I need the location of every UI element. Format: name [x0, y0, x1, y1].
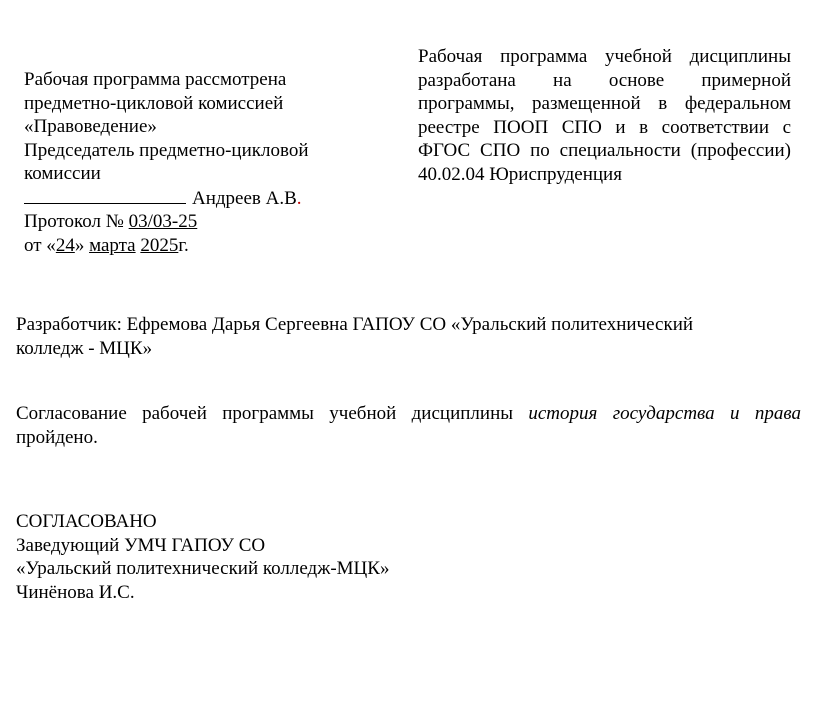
protocol-date-row: [24, 234, 354, 258]
date-suffix: г.: [178, 234, 189, 256]
basis-line-2: разработана на основе примерной: [418, 69, 791, 91]
date-day: 24: [55, 234, 75, 256]
date-close: »: [74, 234, 90, 256]
agreement-line-1: [16, 402, 801, 426]
developer-line-1: Разработчик: Ефремова Дарья Сергеевна ГАПОУ СО «Уральский политехнический: [16, 314, 694, 335]
basis-line-4: реестре ПООП СПО и в соответствии с: [418, 116, 791, 138]
basis-line-5: ФГОС СПО по специальности (профессии): [418, 140, 791, 161]
approved-title: СОГЛАСОВАНО: [16, 511, 157, 532]
review-block: [24, 68, 354, 257]
discipline-name: история государства и права: [528, 403, 801, 424]
review-line-3: «Правоведение»: [24, 116, 157, 137]
basis-line-3: программы, размещенной в федеральном: [418, 93, 791, 114]
approved-position: Заведующий УМЧ ГАПОУ СО: [16, 534, 266, 556]
signature-row: [24, 186, 354, 211]
approved-person: Чинёнова И.С.: [16, 581, 135, 603]
review-line-4: Председатель предметно-цикловой: [24, 139, 309, 161]
protocol-row: [24, 210, 354, 234]
date-from: от «: [24, 234, 56, 256]
program-basis-block: [418, 45, 791, 186]
review-line-1: Рабочая программа рассмотрена: [24, 69, 287, 90]
approved-organization: «Уральский политехнический колледж-МЦК»: [16, 558, 390, 579]
review-line-2: предметно-цикловой комиссией: [24, 92, 284, 114]
chair-name-dot: .: [296, 187, 302, 209]
chair-name: Андреев А.В: [192, 187, 297, 209]
basis-line-6: 40.02.04 Юриспруденция: [418, 163, 622, 185]
protocol-number: 03/03-25: [128, 211, 198, 232]
agreement-line-2: пройдено.: [16, 426, 98, 448]
date-year: 2025: [140, 234, 179, 256]
protocol-label: Протокол №: [24, 211, 129, 232]
basis-line-1: Рабочая программа учебной дисциплины: [418, 46, 791, 67]
developer-block: [16, 313, 796, 360]
review-line-5: комиссии: [24, 163, 101, 184]
developer-line-2: колледж - МЦК»: [16, 337, 153, 359]
signature-line: [24, 186, 186, 204]
agreement-block: [16, 402, 801, 449]
agreement-prefix: Согласование рабочей программы учебной дисциплины: [16, 403, 529, 424]
approved-block: [16, 510, 616, 604]
date-month: марта: [89, 234, 136, 256]
